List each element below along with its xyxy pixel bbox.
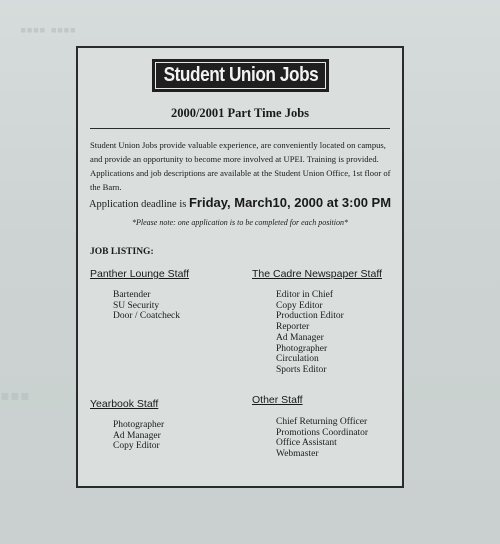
job-list-cadre: [276, 290, 344, 376]
section-heading-panther-lounge: Panther Lounge Staff: [90, 268, 190, 280]
intro-paragraph: Student Union Jobs provide valuable experience, are conveniently located on campus, and provide an opportunity to become more involved at UPEI. Training is provided. Applications and job descriptions are available at the Student Union Office, 1st floor of the Barn.: [90, 140, 391, 192]
bleed-through-text: ▪▪▪: [0, 380, 30, 411]
list-item: Chief Returning Officer: [276, 417, 368, 427]
list-item: Copy Editor: [113, 441, 160, 452]
deadline-line: [78, 195, 402, 210]
list-item: SU Security: [113, 300, 160, 311]
list-item: Office Assistant: [276, 438, 337, 449]
section-heading-cadre: The Cadre Newspaper Staff: [252, 268, 382, 280]
deadline-date: Friday, March10, 2000 at 3:00 PM: [188, 195, 392, 210]
list-item: Ad Manager: [113, 430, 161, 441]
divider: [90, 128, 390, 129]
list-item: Sports Editor: [276, 364, 327, 375]
list-item: Ad Manager: [276, 332, 324, 343]
list-item: Promotions Coordinator: [276, 427, 369, 438]
list-item: Editor in Chief: [276, 290, 333, 300]
job-list-other: [276, 417, 368, 460]
list-item: Reporter: [276, 322, 310, 333]
job-ad-box: [76, 46, 404, 488]
list-item: Bartender: [113, 290, 151, 300]
section-heading-yearbook: Yearbook Staff: [90, 398, 159, 410]
list-item: Door / Coatcheck: [113, 311, 181, 322]
list-item: Production Editor: [276, 311, 344, 322]
application-note: *Please note: one application is to be completed for each position*: [132, 218, 348, 227]
list-item: Photographer: [276, 343, 328, 354]
section-heading-other: Other Staff: [252, 394, 303, 406]
banner-title: Student Union Jobs: [163, 64, 318, 86]
bleed-through-text: ▪▪▪▪ ▪▪▪▪: [20, 20, 77, 40]
job-list-panther-lounge: [113, 290, 180, 322]
list-item: Webmaster: [276, 449, 319, 460]
list-item: Copy Editor: [276, 300, 323, 311]
list-item: Circulation: [276, 354, 319, 365]
job-listing-label: JOB LISTING:: [90, 247, 154, 257]
list-item: Photographer: [113, 420, 165, 430]
ad-banner: [152, 59, 329, 92]
job-list-yearbook: [113, 420, 164, 452]
deadline-prefix: Application deadline is: [88, 199, 189, 210]
ad-subtitle: 2000/2001 Part Time Jobs: [170, 106, 310, 120]
